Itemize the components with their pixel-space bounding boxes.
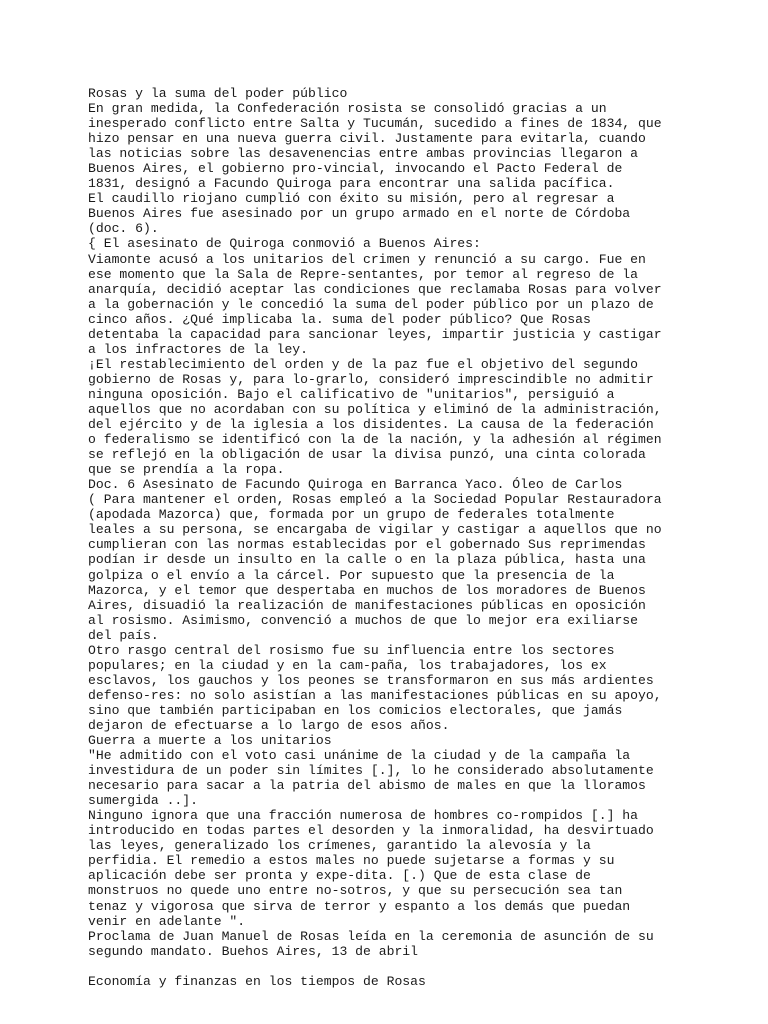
text-line: dejaron de efectuarse a lo largo de esos años.	[88, 717, 450, 733]
text-line: gobierno de Rosas y, para lo-grarlo, consideró imprescindible no admitir	[88, 371, 654, 387]
text-line: esclavos, los gauchos y los peones se transformaron en sus más ardientes	[88, 672, 654, 688]
text-line: leales a su persona, se encargaba de vigilar y castigar a aquellos que no	[88, 522, 662, 538]
text-line: Otro rasgo central del rosismo fue su influencia entre los sectores	[88, 642, 615, 658]
text-line: En gran medida, la Confederación rosista se consolidó gracias a un	[88, 101, 607, 117]
text-line: Doc. 6 Asesinato de Facundo Quiroga en Barranca Yaco. Óleo de Carlos	[88, 477, 623, 493]
text-line	[88, 959, 728, 974]
text-line: necesario para sacar a la patria del abismo de males en que la lloramos	[88, 778, 646, 794]
text-line: El caudillo riojano cumplió con éxito su misión, pero al regresar a	[88, 191, 615, 207]
text-line: inesperado conflicto entre Salta y Tucumán, sucedido a fines de 1834, que	[88, 116, 662, 132]
text-line: ninguna oposición. Bajo el calificativo de "unitarios", persiguió a	[88, 386, 615, 402]
text-line: anarquía, decidió aceptar las condiciones que reclamaba Rosas para volver	[88, 281, 662, 297]
text-line: (doc. 6).	[88, 221, 159, 237]
text-line: (apodada Mazorca) que, formada por un grupo de federales totalmente	[88, 507, 615, 523]
text-line: tenaz y vigorosa que sirva de terror y espanto a los demás que puedan	[88, 898, 631, 914]
text-line: Ninguno ignora que una fracción numerosa de hombres co-rompidos [.] ha	[88, 808, 639, 824]
text-line: { El asesinato de Quiroga conmovió a Buenos Aires:	[88, 236, 481, 252]
text-line: golpiza o el envío a la cárcel. Por supuesto que la presencia de la	[88, 567, 615, 583]
text-line: venir en adelante ".	[88, 913, 246, 929]
text-line: hizo pensar en una nueva guerra civil. Justamente para evitarla, cuando	[88, 131, 646, 147]
text-line: Mazorca, y el temor que despertaba en muchos de los moradores de Buenos	[88, 582, 646, 598]
text-line: Aires, disuadió la realización de manifestaciones públicas en oposición	[88, 597, 646, 613]
text-line: las noticias sobre las desavenencias entre ambas provincias llegaron a	[88, 146, 639, 162]
text-line: aplicación debe ser pronta y expe-dita. [.) Que de esta clase de	[88, 868, 591, 884]
text-line: que se prendía a la ropa.	[88, 462, 285, 478]
text-line: o federalismo se identificó con la de la nación, y la adhesión al régimen	[88, 432, 662, 448]
text-line: detentaba la capacidad para sancionar leyes, impartir justicia y castigar	[88, 326, 662, 342]
text-line: populares; en la ciudad y en la cam-paña, los trabajadores, los ex	[88, 657, 607, 673]
text-line: Proclama de Juan Manuel de Rosas leída en la ceremonia de asunción de su	[88, 928, 654, 944]
text-line: aquellos que no acordaban con su política y eliminó de la administración,	[88, 401, 662, 417]
text-line: Economía y finanzas en los tiempos de Rosas	[88, 973, 426, 989]
text-line: investidura de un poder sin límites [.], lo he considerado absolutamente	[88, 763, 654, 779]
text-line: del ejército y de la iglesia a los disidentes. La causa de la federación	[88, 417, 654, 433]
text-line: segundo mandato. Buehos Aires, 13 de abril	[88, 943, 419, 959]
text-line: perfidia. El remedio a estos males no puede sujetarse a formas y su	[88, 853, 615, 869]
text-line: del país.	[88, 627, 159, 643]
text-line: "He admitido con el voto casi unánime de la ciudad y de la campaña la	[88, 748, 631, 764]
text-line: Buenos Aires, el gobierno pro-vincial, invocando el Pacto Federal de	[88, 161, 623, 177]
text-line: Viamonte acusó a los unitarios del crimen y renunció a su cargo. Fue en	[88, 251, 646, 267]
text-line: podían ir desde un insulto en la calle o en la plaza pública, hasta una	[88, 552, 646, 568]
text-line: introducido en todas partes el desorden y la inmoralidad, ha desvirtuado	[88, 823, 654, 839]
text-line: sumergida ..].	[88, 793, 199, 809]
text-line: ¡El restablecimiento del orden y de la paz fue el objetivo del segundo	[88, 356, 639, 372]
text-line: las leyes, generalizado los crímenes, garantido la alevosía y la	[88, 838, 591, 854]
text-line: ese momento que la Sala de Repre-sentantes, por temor al regreso de la	[88, 266, 639, 282]
text-line: a los infractores de la ley.	[88, 341, 309, 357]
text-line: cinco años. ¿Qué implicaba la. suma del poder público? Que Rosas	[88, 311, 591, 327]
text-line: a la gobernación y le concedió la suma del poder público por un plazo de	[88, 296, 654, 312]
text-line: se reflejó en la obligación de usar la divisa punzó, una cinta colorada	[88, 447, 646, 463]
text-line: Rosas y la suma del poder público	[88, 86, 348, 101]
text-line: monstruos no quede uno entre no-sotros, y que su persecución sea tan	[88, 883, 623, 899]
text-line: al rosismo. Asimismo, convenció a muchos de que lo mejor era exiliarse	[88, 612, 639, 628]
text-line: Buenos Aires fue asesinado por un grupo armado en el norte de Córdoba	[88, 206, 631, 222]
text-line: 1831, designó a Facundo Quiroga para encontrar una salida pacífica.	[88, 176, 615, 192]
document-body	[88, 86, 728, 989]
text-line: sino que también participaban en los comicios electorales, que jamás	[88, 702, 623, 718]
text-line: defenso-res: no solo asistían a las manifestaciones públicas en su apoyo,	[88, 687, 662, 703]
text-line: cumplieran con las normas establecidas por el gobernado Sus reprimendas	[88, 537, 646, 553]
text-line: ( Para mantener el orden, Rosas empleó a la Sociedad Popular Restauradora	[88, 492, 662, 508]
text-line: Guerra a muerte a los unitarios	[88, 733, 332, 749]
